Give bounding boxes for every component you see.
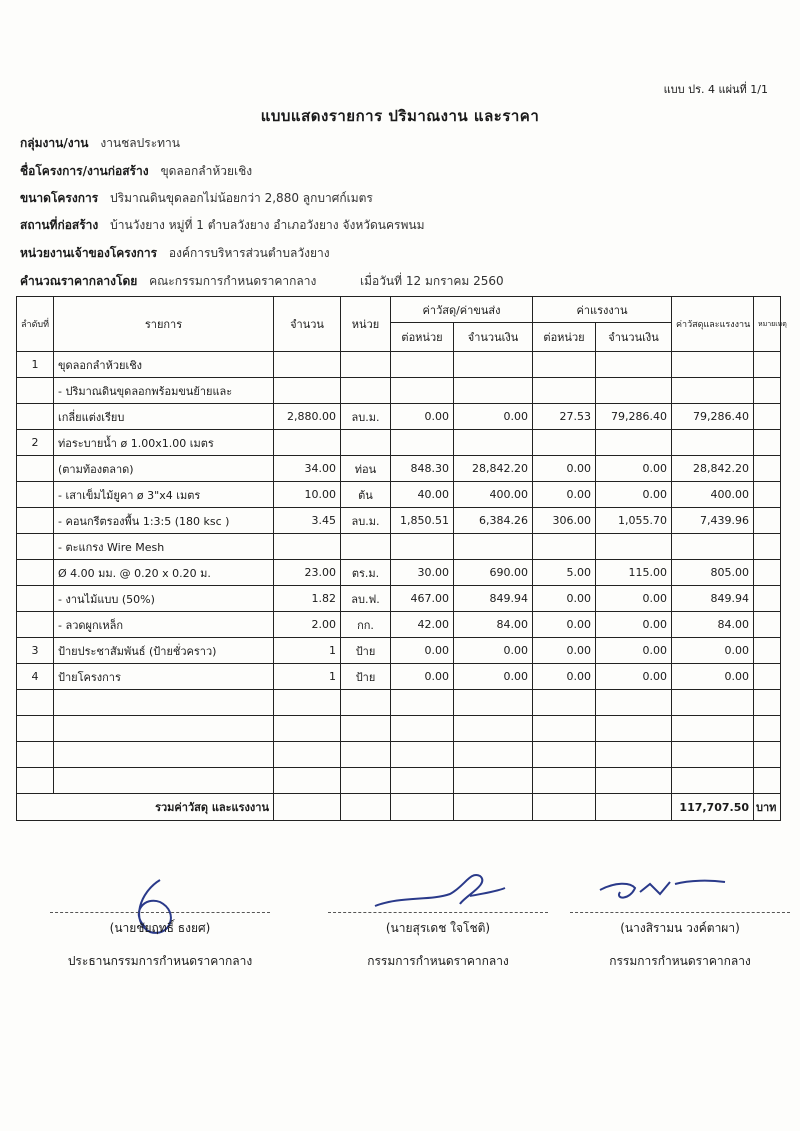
col-material-group-header: ค่าวัสดุ/ค่าขนส่ง	[391, 297, 533, 323]
row-total: 849.94	[672, 586, 754, 612]
row-lab-amount: 0.00	[596, 456, 672, 482]
table-row	[17, 690, 781, 716]
row-remark	[754, 508, 781, 534]
row-lab-amount: 1,055.70	[596, 508, 672, 534]
row-qty	[274, 430, 341, 456]
row-item	[54, 716, 274, 742]
table-row	[17, 482, 781, 508]
row-qty	[274, 352, 341, 378]
row-lab-amount: 0.00	[596, 612, 672, 638]
row-lab-amount	[596, 716, 672, 742]
row-total	[672, 430, 754, 456]
col-lab-amount-header: จำนวนเงิน	[596, 323, 672, 352]
row-item: เกลี่ยแต่งเรียบ	[54, 404, 274, 430]
row-qty	[274, 690, 341, 716]
total-value: 117,707.50	[672, 794, 754, 821]
col-total-header: ค่าวัสดุและแรงงาน	[672, 297, 754, 352]
row-total	[672, 768, 754, 794]
row-unit: ลบ.ฟ.	[341, 586, 391, 612]
row-total: 79,286.40	[672, 404, 754, 430]
col-mat-amount-header: จำนวนเงิน	[454, 323, 533, 352]
row-mat-amount	[454, 430, 533, 456]
row-unit	[341, 378, 391, 404]
document-title: แบบแสดงรายการ ปริมาณงาน และราคา	[260, 107, 540, 125]
table-row	[17, 742, 781, 768]
row-remark	[754, 612, 781, 638]
row-item	[54, 768, 274, 794]
row-mat-amount: 400.00	[454, 482, 533, 508]
row-no: 1	[17, 352, 54, 378]
row-mat-unit	[391, 534, 454, 560]
col-mat-per-unit-header: ต่อหน่วย	[391, 323, 454, 352]
row-lab-unit	[533, 716, 596, 742]
table-row	[17, 586, 781, 612]
row-lab-unit: 0.00	[533, 586, 596, 612]
row-lab-amount: 0.00	[596, 638, 672, 664]
row-qty: 3.45	[274, 508, 341, 534]
row-no: 2	[17, 430, 54, 456]
row-mat-amount: 690.00	[454, 560, 533, 586]
row-item: - ปริมาณดินขุดลอกพร้อมขนย้ายและ	[54, 378, 274, 404]
col-no-header: ลำดับที่	[17, 297, 54, 352]
row-lab-amount: 115.00	[596, 560, 672, 586]
table-row	[17, 404, 781, 430]
row-unit: ท่อน	[341, 456, 391, 482]
project-label: ชื่อโครงการ/งานก่อสร้าง	[20, 164, 149, 178]
row-item: - ลวดผูกเหล็ก	[54, 612, 274, 638]
row-lab-amount	[596, 534, 672, 560]
col-lab-per-unit-header: ต่อหน่วย	[533, 323, 596, 352]
row-mat-unit	[391, 378, 454, 404]
row-item: - ตะแกรง Wire Mesh	[54, 534, 274, 560]
row-mat-amount	[454, 378, 533, 404]
row-mat-amount: 6,384.26	[454, 508, 533, 534]
row-mat-amount	[454, 742, 533, 768]
row-remark	[754, 378, 781, 404]
row-no	[17, 404, 54, 430]
signature-block-chair	[40, 880, 280, 971]
row-qty	[274, 378, 341, 404]
row-lab-amount: 0.00	[596, 586, 672, 612]
header-location-row	[20, 216, 424, 235]
total-label: รวมค่าวัสดุ และแรงงาน	[54, 794, 274, 821]
row-lab-unit	[533, 742, 596, 768]
table-row	[17, 716, 781, 742]
location-value: บ้านวังยาง หมู่ที่ 1 ตำบลวังยาง อำเภอวังยาง จังหวัดนครพนม	[110, 218, 425, 232]
row-qty: 2.00	[274, 612, 341, 638]
row-lab-unit: 0.00	[533, 612, 596, 638]
signature-block-member-1	[318, 880, 558, 971]
row-lab-amount: 0.00	[596, 664, 672, 690]
row-unit	[341, 534, 391, 560]
row-item: (ตามท้องตลาด)	[54, 456, 274, 482]
row-total: 400.00	[672, 482, 754, 508]
row-mat-unit: 0.00	[391, 664, 454, 690]
row-item: - งานไม้แบบ (50%)	[54, 586, 274, 612]
row-mat-unit	[391, 430, 454, 456]
row-lab-amount: 79,286.40	[596, 404, 672, 430]
row-item: ป้ายโครงการ	[54, 664, 274, 690]
row-no	[17, 534, 54, 560]
table-row	[17, 352, 781, 378]
row-unit	[341, 690, 391, 716]
agency-value: องค์การบริหารส่วนตำบลวังยาง	[168, 246, 330, 260]
table-row	[17, 534, 781, 560]
size-label: ขนาดโครงการ	[20, 191, 99, 205]
col-labor-group-header: ค่าแรงงาน	[533, 297, 672, 323]
row-unit: ลบ.ม.	[341, 508, 391, 534]
row-mat-unit: 467.00	[391, 586, 454, 612]
row-mat-amount	[454, 716, 533, 742]
row-item: ขุดลอกลำห้วยเชิง	[54, 352, 274, 378]
header-size-row	[20, 189, 373, 208]
date-label: เมื่อวันที่	[359, 274, 403, 288]
row-no	[17, 742, 54, 768]
header-agency-row	[20, 244, 330, 263]
row-qty: 34.00	[274, 456, 341, 482]
row-unit: ป้าย	[341, 664, 391, 690]
row-remark	[754, 430, 781, 456]
table-row	[17, 638, 781, 664]
row-item: - คอนกรีตรองพื้น 1:3:5 (180 ksc )	[54, 508, 274, 534]
row-lab-amount	[596, 430, 672, 456]
signer-role: กรรมการกำหนดราคากลาง	[609, 954, 751, 968]
row-remark	[754, 560, 781, 586]
row-item: ป้ายประชาสัมพันธ์ (ป้ายชั่วคราว)	[54, 638, 274, 664]
row-lab-unit	[533, 690, 596, 716]
header-calc-row	[20, 272, 504, 291]
row-mat-amount: 84.00	[454, 612, 533, 638]
row-mat-unit	[391, 742, 454, 768]
row-mat-unit: 848.30	[391, 456, 454, 482]
row-lab-unit: 306.00	[533, 508, 596, 534]
location-label: สถานที่ก่อสร้าง	[20, 218, 99, 232]
signature-block-member-2	[560, 880, 800, 971]
row-lab-amount	[596, 352, 672, 378]
row-total	[672, 690, 754, 716]
row-remark	[754, 404, 781, 430]
row-qty: 10.00	[274, 482, 341, 508]
row-unit: ลบ.ม.	[341, 404, 391, 430]
row-item	[54, 742, 274, 768]
row-unit: กก.	[341, 612, 391, 638]
form-id: แบบ ปร. 4 แผ่นที่ 1/1	[663, 83, 768, 96]
row-mat-amount	[454, 352, 533, 378]
row-lab-unit	[533, 430, 596, 456]
row-mat-unit	[391, 768, 454, 794]
row-item: Ø 4.00 มม. @ 0.20 x 0.20 ม.	[54, 560, 274, 586]
row-remark	[754, 534, 781, 560]
row-total	[672, 352, 754, 378]
size-value: ปริมาณดินขุดลอกไม่น้อยกว่า 2,880 ลูกบาศก์เมตร	[110, 191, 373, 205]
row-lab-unit	[533, 534, 596, 560]
row-total: 0.00	[672, 664, 754, 690]
row-lab-unit: 5.00	[533, 560, 596, 586]
row-no: 4	[17, 664, 54, 690]
row-qty	[274, 534, 341, 560]
row-lab-unit: 0.00	[533, 456, 596, 482]
row-mat-amount	[454, 690, 533, 716]
row-lab-amount	[596, 768, 672, 794]
row-mat-amount	[454, 534, 533, 560]
row-no	[17, 586, 54, 612]
col-item-header: รายการ	[54, 297, 274, 352]
row-item: - เสาเข็มไม้ยูคา ø 3"x4 เมตร	[54, 482, 274, 508]
row-no	[17, 508, 54, 534]
row-no	[17, 612, 54, 638]
row-no	[17, 768, 54, 794]
row-mat-amount: 0.00	[454, 638, 533, 664]
boq-body	[17, 352, 781, 794]
row-mat-amount: 0.00	[454, 664, 533, 690]
row-mat-amount	[454, 768, 533, 794]
row-qty: 1	[274, 664, 341, 690]
row-total: 84.00	[672, 612, 754, 638]
row-mat-unit: 0.00	[391, 638, 454, 664]
calc-value: คณะกรรมการกำหนดราคากลาง	[149, 274, 317, 288]
row-lab-unit	[533, 352, 596, 378]
table-row	[17, 378, 781, 404]
row-total	[672, 742, 754, 768]
row-qty	[274, 742, 341, 768]
signer-name: (นายชัยฤทธิ์ ธงยศ)	[109, 921, 211, 935]
table-row	[17, 560, 781, 586]
row-remark	[754, 352, 781, 378]
total-row	[17, 794, 781, 821]
row-mat-unit: 0.00	[391, 404, 454, 430]
header-project-row	[20, 162, 252, 181]
row-lab-amount	[596, 742, 672, 768]
row-unit	[341, 768, 391, 794]
row-unit: ป้าย	[341, 638, 391, 664]
col-unit-header: หน่วย	[341, 297, 391, 352]
row-no	[17, 482, 54, 508]
row-total	[672, 716, 754, 742]
row-total: 7,439.96	[672, 508, 754, 534]
table-row	[17, 612, 781, 638]
signer-name: (นางสิรามน วงค์ตาผา)	[620, 921, 740, 935]
row-no	[17, 560, 54, 586]
row-mat-unit: 40.00	[391, 482, 454, 508]
project-value: ขุดลอกลำห้วยเชิง	[160, 164, 253, 178]
row-lab-unit	[533, 768, 596, 794]
row-remark	[754, 690, 781, 716]
table-row	[17, 768, 781, 794]
col-remark-header: หมายเหตุ	[754, 297, 781, 352]
row-qty: 1	[274, 638, 341, 664]
row-lab-amount: 0.00	[596, 482, 672, 508]
row-no	[17, 690, 54, 716]
agency-label: หน่วยงานเจ้าของโครงการ	[20, 246, 158, 260]
row-qty	[274, 716, 341, 742]
row-remark	[754, 716, 781, 742]
row-mat-unit: 1,850.51	[391, 508, 454, 534]
row-mat-unit	[391, 716, 454, 742]
signer-role: ประธานกรรมการกำหนดราคากลาง	[67, 954, 253, 968]
row-unit	[341, 742, 391, 768]
row-qty: 1.82	[274, 586, 341, 612]
row-total	[672, 378, 754, 404]
calc-label: คำนวณราคากลางโดย	[20, 274, 138, 288]
group-value: งานชลประทาน	[100, 136, 181, 150]
row-total: 28,842.20	[672, 456, 754, 482]
row-remark	[754, 664, 781, 690]
row-lab-unit: 0.00	[533, 638, 596, 664]
row-unit: ต้น	[341, 482, 391, 508]
row-total: 0.00	[672, 638, 754, 664]
table-row	[17, 664, 781, 690]
col-qty-header: จำนวน	[274, 297, 341, 352]
row-remark	[754, 742, 781, 768]
boq-table	[16, 296, 787, 821]
row-lab-unit: 0.00	[533, 664, 596, 690]
row-lab-unit: 0.00	[533, 482, 596, 508]
header-group-row	[20, 134, 180, 153]
table-row	[17, 430, 781, 456]
row-item	[54, 690, 274, 716]
row-mat-unit: 42.00	[391, 612, 454, 638]
row-unit	[341, 716, 391, 742]
row-lab-unit	[533, 378, 596, 404]
row-total: 805.00	[672, 560, 754, 586]
signer-name: (นายสุรเดช ใจโชติ)	[385, 921, 491, 935]
row-no	[17, 378, 54, 404]
row-remark	[754, 586, 781, 612]
row-mat-amount: 849.94	[454, 586, 533, 612]
row-lab-unit: 27.53	[533, 404, 596, 430]
row-remark	[754, 768, 781, 794]
row-item: ท่อระบายน้ำ ø 1.00x1.00 เมตร	[54, 430, 274, 456]
row-lab-amount	[596, 378, 672, 404]
table-row	[17, 508, 781, 534]
row-total	[672, 534, 754, 560]
row-mat-amount: 0.00	[454, 404, 533, 430]
table-row	[17, 456, 781, 482]
row-lab-amount	[596, 690, 672, 716]
row-mat-amount: 28,842.20	[454, 456, 533, 482]
row-remark	[754, 456, 781, 482]
row-mat-unit	[391, 690, 454, 716]
row-no: 3	[17, 638, 54, 664]
row-unit: ตร.ม.	[341, 560, 391, 586]
group-label: กลุ่มงาน/งาน	[20, 136, 89, 150]
signer-role: กรรมการกำหนดราคากลาง	[367, 954, 509, 968]
row-no	[17, 456, 54, 482]
row-unit	[341, 430, 391, 456]
row-qty: 2,880.00	[274, 404, 341, 430]
row-remark	[754, 638, 781, 664]
total-currency: บาท	[754, 794, 781, 821]
row-mat-unit	[391, 352, 454, 378]
row-no	[17, 716, 54, 742]
date-value: 12 มกราคม 2560	[405, 274, 504, 288]
row-qty	[274, 768, 341, 794]
row-remark	[754, 482, 781, 508]
row-mat-unit: 30.00	[391, 560, 454, 586]
row-qty: 23.00	[274, 560, 341, 586]
row-unit	[341, 352, 391, 378]
